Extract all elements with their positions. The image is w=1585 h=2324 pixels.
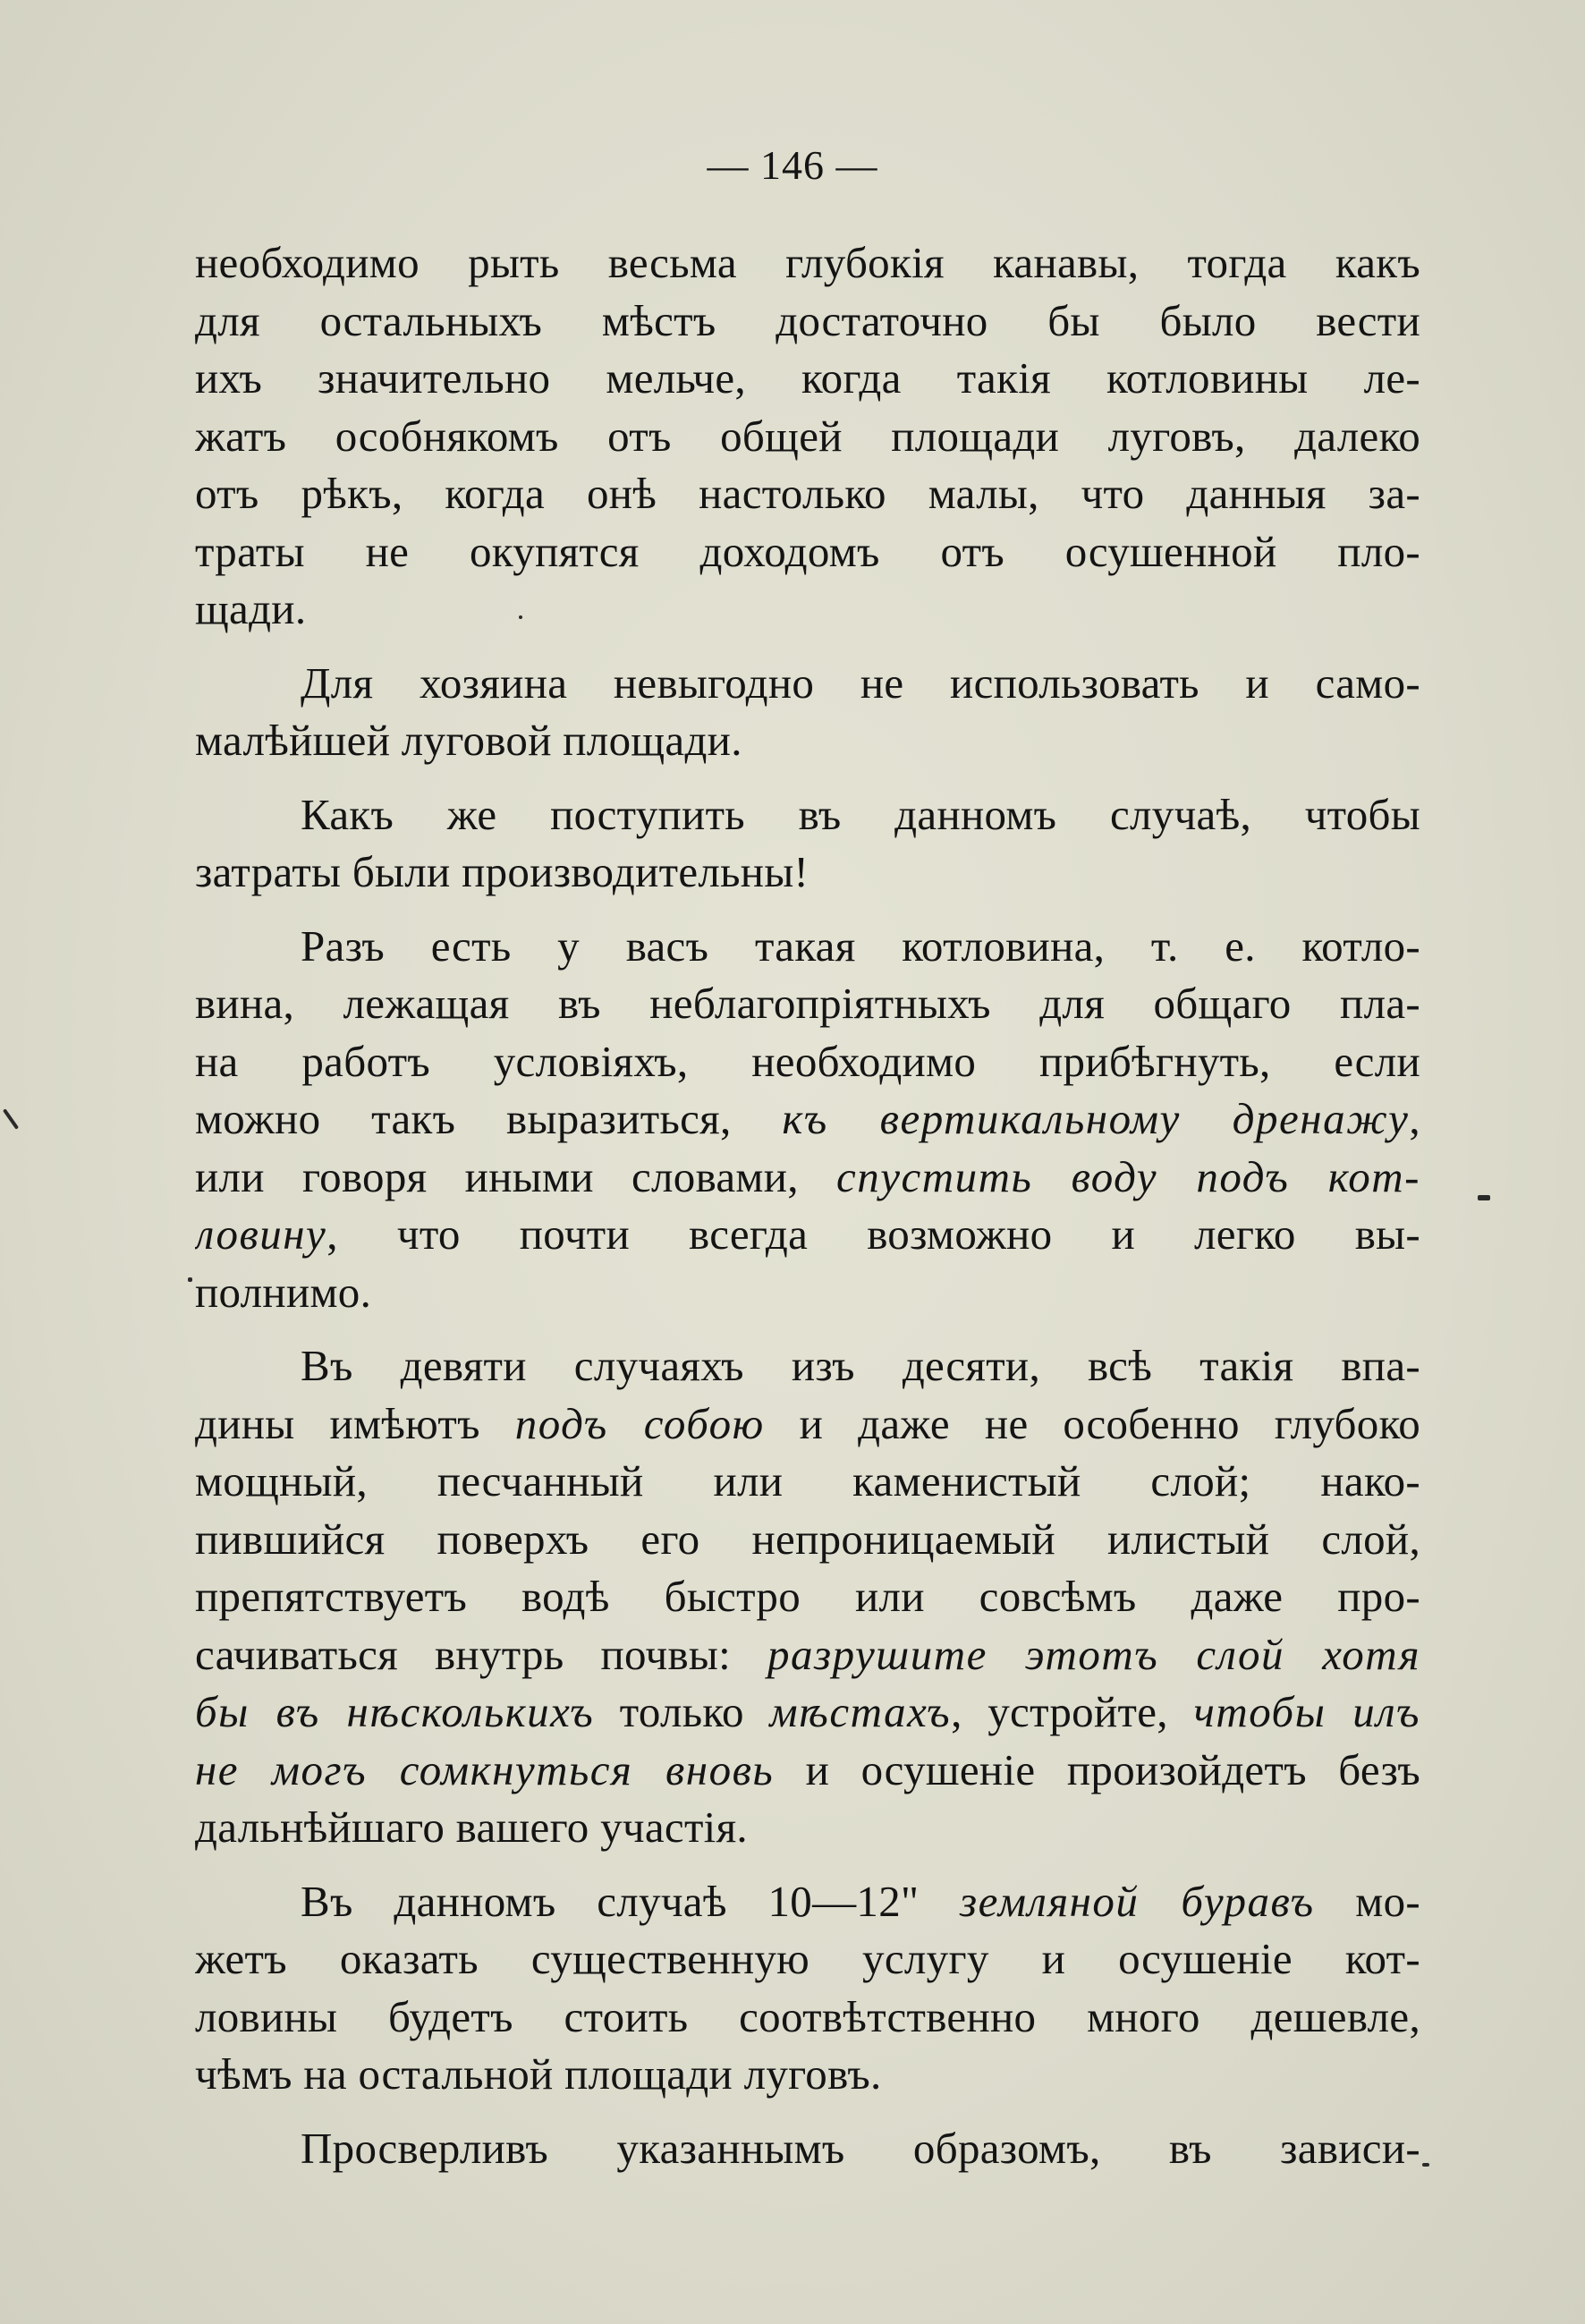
text-line bbox=[195, 408, 1420, 466]
paragraph-gap bbox=[195, 902, 1420, 918]
text-line bbox=[195, 975, 1420, 1033]
ink-speck bbox=[1422, 2163, 1429, 2167]
italic-phrase: чтобы илъ bbox=[1193, 1687, 1420, 1736]
text-run: мощный, песчанный или каменистый слой; нако- bbox=[195, 1456, 1420, 1506]
text-run: Для хозяина невыгодно не использовать и само- bbox=[301, 657, 1420, 708]
text-run: чѣмъ на остальной площади луговъ. bbox=[195, 2049, 882, 2099]
italic-phrase: бы въ нѣсколькихъ bbox=[195, 1687, 595, 1736]
text-line bbox=[195, 1684, 1420, 1742]
text-line bbox=[195, 1206, 1420, 1264]
paragraph-gap bbox=[195, 1857, 1420, 1873]
text-run: необходимо рыть весьма глубокія канавы, тогда какъ bbox=[195, 238, 1420, 287]
text-run: вина, лежащая въ неблагопріятныхъ для общаго пла- bbox=[195, 979, 1420, 1028]
paragraph bbox=[195, 2120, 1420, 2178]
text-run: Въ девяти случаяхъ изъ десяти, всѣ такія впа- bbox=[301, 1341, 1420, 1390]
text-line bbox=[195, 523, 1420, 581]
paragraph bbox=[195, 1337, 1420, 1857]
ink-speck bbox=[1478, 1195, 1490, 1200]
text-run: щади. bbox=[195, 584, 307, 633]
text-line bbox=[195, 293, 1420, 351]
text-run: , устройте, bbox=[951, 1687, 1194, 1736]
text-run: Разъ есть у васъ такая котловина, т. е. котло- bbox=[301, 920, 1420, 971]
text-run: жатъ особнякомъ отъ общей площади луговъ, далеко bbox=[195, 411, 1420, 461]
text-run: затраты были производительны! bbox=[195, 847, 809, 896]
text-line bbox=[195, 465, 1420, 523]
text-line bbox=[195, 786, 1420, 844]
text-line bbox=[195, 844, 1420, 902]
body-text bbox=[195, 234, 1420, 2177]
text-run: ихъ значительно мельче, когда такія котловины ле- bbox=[195, 353, 1420, 403]
paragraph bbox=[195, 786, 1420, 902]
text-line bbox=[195, 350, 1420, 408]
text-run: дальнѣйшаго вашего участія. bbox=[195, 1802, 748, 1852]
text-line bbox=[195, 1626, 1420, 1684]
italic-phrase: земляной буравъ bbox=[960, 1876, 1315, 1926]
italic-phrase: подъ собою bbox=[514, 1398, 765, 1448]
italic-phrase: мѣстахъ bbox=[769, 1687, 952, 1736]
text-run: Въ данномъ случаѣ 10—12" bbox=[301, 1876, 961, 1926]
text-run: и осушеніе произойдетъ безъ bbox=[774, 1744, 1420, 1794]
text-line bbox=[195, 1873, 1420, 1931]
ink-speck bbox=[3, 1108, 19, 1130]
italic-phrase: спустить воду подъ кот- bbox=[835, 1151, 1420, 1201]
text-line bbox=[195, 1395, 1420, 1454]
text-line bbox=[195, 2120, 1420, 2178]
text-line bbox=[195, 1264, 1420, 1322]
text-line bbox=[195, 1453, 1420, 1511]
text-line bbox=[195, 1930, 1420, 1989]
text-run: препятствуетъ водѣ быстро или совсѣмъ даже про- bbox=[195, 1572, 1420, 1621]
text-line bbox=[195, 1033, 1420, 1091]
paragraph-gap bbox=[195, 1321, 1420, 1337]
text-line bbox=[195, 581, 1420, 639]
text-run: траты не окупятся доходомъ отъ осушенной пло- bbox=[195, 526, 1420, 576]
text-line bbox=[195, 234, 1420, 293]
text-run: только bbox=[594, 1687, 770, 1736]
text-run: полнимо. bbox=[195, 1267, 372, 1317]
ink-speck bbox=[519, 615, 522, 619]
text-line bbox=[195, 1989, 1420, 2047]
text-line bbox=[195, 1568, 1420, 1626]
text-line bbox=[195, 655, 1420, 713]
text-run: или говоря иными словами, bbox=[195, 1151, 836, 1201]
text-line bbox=[195, 1337, 1420, 1395]
text-run: мо- bbox=[1314, 1876, 1420, 1926]
page-number: — 146 — bbox=[707, 142, 878, 188]
text-run: на работъ условіяхъ, необходимо прибѣгнуть, если bbox=[195, 1036, 1420, 1086]
text-run: сачиваться внутрь почвы: bbox=[195, 1629, 767, 1679]
text-run: Какъ же поступить въ данномъ случаѣ, чтобы bbox=[301, 789, 1420, 839]
ink-speck bbox=[188, 1277, 192, 1282]
text-run: пившийся поверхъ его непроницаемый илистый слой, bbox=[195, 1514, 1420, 1564]
text-run: и даже не особенно глубоко bbox=[764, 1398, 1420, 1448]
text-run: малѣйшей луговой площади. bbox=[195, 716, 742, 765]
paragraph-gap bbox=[195, 639, 1420, 655]
text-run: для остальныхъ мѣстъ достаточно бы было вести bbox=[195, 295, 1420, 345]
text-line bbox=[195, 918, 1420, 976]
text-run: ловины будетъ стоить соотвѣтственно много дешевле, bbox=[195, 1991, 1420, 2041]
paragraph bbox=[195, 234, 1420, 639]
text-line bbox=[195, 1149, 1420, 1207]
paragraph bbox=[195, 918, 1420, 1322]
paragraph bbox=[195, 655, 1420, 770]
text-line bbox=[195, 1511, 1420, 1569]
text-run: отъ рѣкъ, когда онѣ настолько малы, что данныя за- bbox=[195, 469, 1420, 518]
text-run: Просверливъ указаннымъ образомъ, въ зависи- bbox=[301, 2123, 1420, 2173]
italic-phrase: не могъ сомкнуться вновь bbox=[195, 1744, 775, 1794]
paragraph-gap bbox=[195, 770, 1420, 786]
italic-phrase: разрушите этотъ слой хотя bbox=[767, 1629, 1420, 1679]
text-line bbox=[195, 1742, 1420, 1800]
text-line bbox=[195, 712, 1420, 770]
italic-phrase: ловину bbox=[195, 1209, 327, 1259]
text-line bbox=[195, 2046, 1420, 2104]
text-run: , bbox=[1409, 1094, 1420, 1143]
text-run: , что почти всегда возможно и легко вы- bbox=[326, 1209, 1420, 1259]
italic-phrase: къ вертикальному дренажу bbox=[782, 1094, 1410, 1143]
paragraph-gap bbox=[195, 2104, 1420, 2120]
paragraph bbox=[195, 1873, 1420, 2104]
text-run: дины имѣютъ bbox=[195, 1398, 515, 1448]
text-run: можно такъ выразиться, bbox=[195, 1094, 783, 1143]
text-run: жетъ оказать существенную услугу и осушеніе кот- bbox=[195, 1934, 1420, 1983]
text-line bbox=[195, 1090, 1420, 1149]
text-line bbox=[195, 1799, 1420, 1857]
